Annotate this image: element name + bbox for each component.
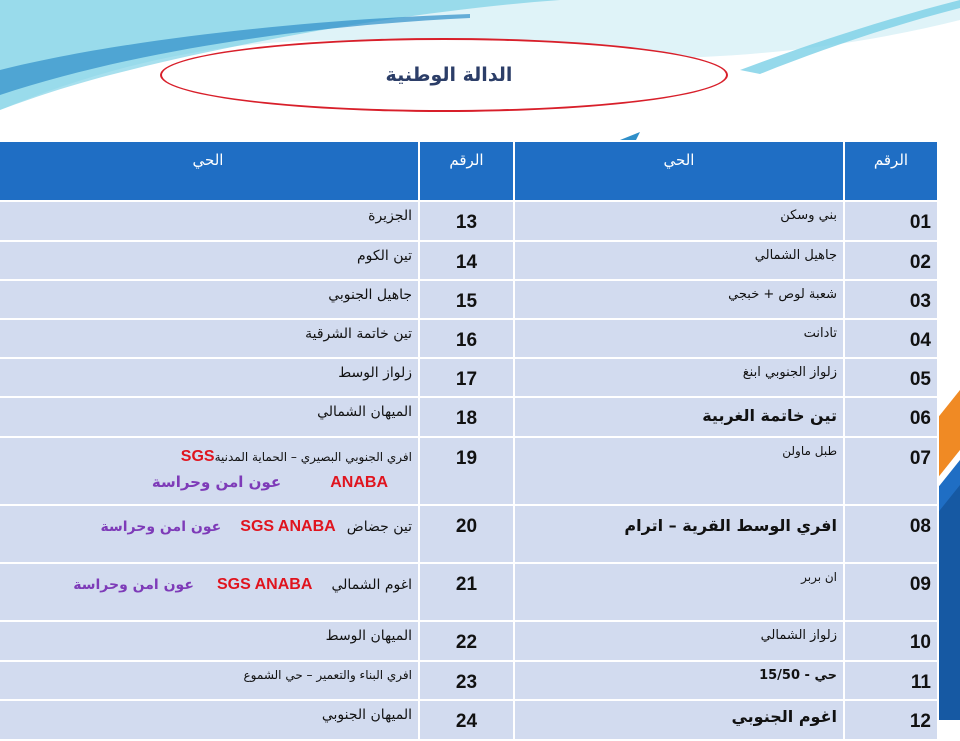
row-number: 04 (844, 319, 938, 358)
row-number: 18 (419, 397, 514, 437)
districts-table (0, 140, 939, 741)
row-number: 15 (419, 280, 514, 319)
table-row (0, 397, 938, 437)
security-guard-tag: عون امن وحراسة (151, 473, 282, 491)
title-banner (160, 38, 728, 112)
district-name: افري الوسط القرية – اترام (514, 505, 844, 563)
table-row (0, 700, 938, 740)
row-number: 08 (844, 505, 938, 563)
table-row (0, 437, 938, 505)
table-row (0, 505, 938, 563)
district-name-text: تين جضاض (346, 519, 412, 535)
header-number-left: الرقم (419, 141, 514, 201)
row-number: 12 (844, 700, 938, 740)
district-name: طبل ماولن (514, 437, 844, 505)
row-number: 23 (419, 661, 514, 700)
row-number: 13 (419, 201, 514, 241)
district-name: زلواز الجنوبي ابنغ (514, 358, 844, 397)
company-tag: SGS ANABA (240, 518, 336, 535)
company-tag: ANABA (330, 474, 388, 491)
district-name: حي - 15/50 (514, 661, 844, 700)
table-row (0, 280, 938, 319)
district-name: الميهان الوسط (0, 621, 419, 661)
district-name: جاهيل الجنوبي (0, 280, 419, 319)
district-name: الجزيرة (0, 201, 419, 241)
district-name-text: اغوم الشمالي (331, 577, 412, 593)
row-number: 03 (844, 280, 938, 319)
district-name (0, 563, 419, 621)
table-row (0, 621, 938, 661)
row-number: 05 (844, 358, 938, 397)
district-name: تين خاتمة الشرقية (0, 319, 419, 358)
row-number: 19 (419, 437, 514, 505)
table-row (0, 358, 938, 397)
header-district-left: الحي (0, 141, 419, 201)
table-header-row (0, 141, 938, 201)
district-name: تين الكوم (0, 241, 419, 280)
row-number: 11 (844, 661, 938, 700)
table-row (0, 319, 938, 358)
district-name: الميهان الجنوبي (0, 700, 419, 740)
company-tag: SGS ANABA (216, 576, 313, 593)
row-number: 16 (419, 319, 514, 358)
row-number: 14 (419, 241, 514, 280)
district-name (0, 505, 419, 563)
table-row (0, 241, 938, 280)
row-number: 24 (419, 700, 514, 740)
district-name: زلواز الوسط (0, 358, 419, 397)
security-guard-tag: عون امن وحراسة (73, 577, 194, 593)
row-number: 06 (844, 397, 938, 437)
district-name: جاهيل الشمالي (514, 241, 844, 280)
row-number: 10 (844, 621, 938, 661)
row-number: 02 (844, 241, 938, 280)
district-name-text: افري الجنوبي البصيري – الحماية المدنية (214, 450, 412, 464)
district-name: افري البناء والتعمير – حي الشموع (0, 661, 419, 700)
company-tag: SGS (180, 448, 215, 465)
district-name: تادانت (514, 319, 844, 358)
table-row (0, 563, 938, 621)
row-number: 01 (844, 201, 938, 241)
header-number-right: الرقم (844, 141, 938, 201)
header-district-right: الحي (514, 141, 844, 201)
district-name: شعبة لوص + خبجي (514, 280, 844, 319)
row-number: 22 (419, 621, 514, 661)
table-row (0, 661, 938, 700)
row-number: 20 (419, 505, 514, 563)
row-number: 07 (844, 437, 938, 505)
district-name: زلواز الشمالي (514, 621, 844, 661)
security-guard-tag: عون امن وحراسة (100, 519, 222, 535)
district-name: تين خاتمة الغربية (514, 397, 844, 437)
district-name (0, 437, 419, 505)
page-title: الدالة الوطنية (385, 64, 513, 86)
district-name: الميهان الشمالي (0, 397, 419, 437)
table-row (0, 201, 938, 241)
district-name: بني وسكن (514, 201, 844, 241)
district-name: اغوم الجنوبي (514, 700, 844, 740)
district-name: ان بربر (514, 563, 844, 621)
row-number: 17 (419, 358, 514, 397)
row-number: 21 (419, 563, 514, 621)
row-number: 09 (844, 563, 938, 621)
